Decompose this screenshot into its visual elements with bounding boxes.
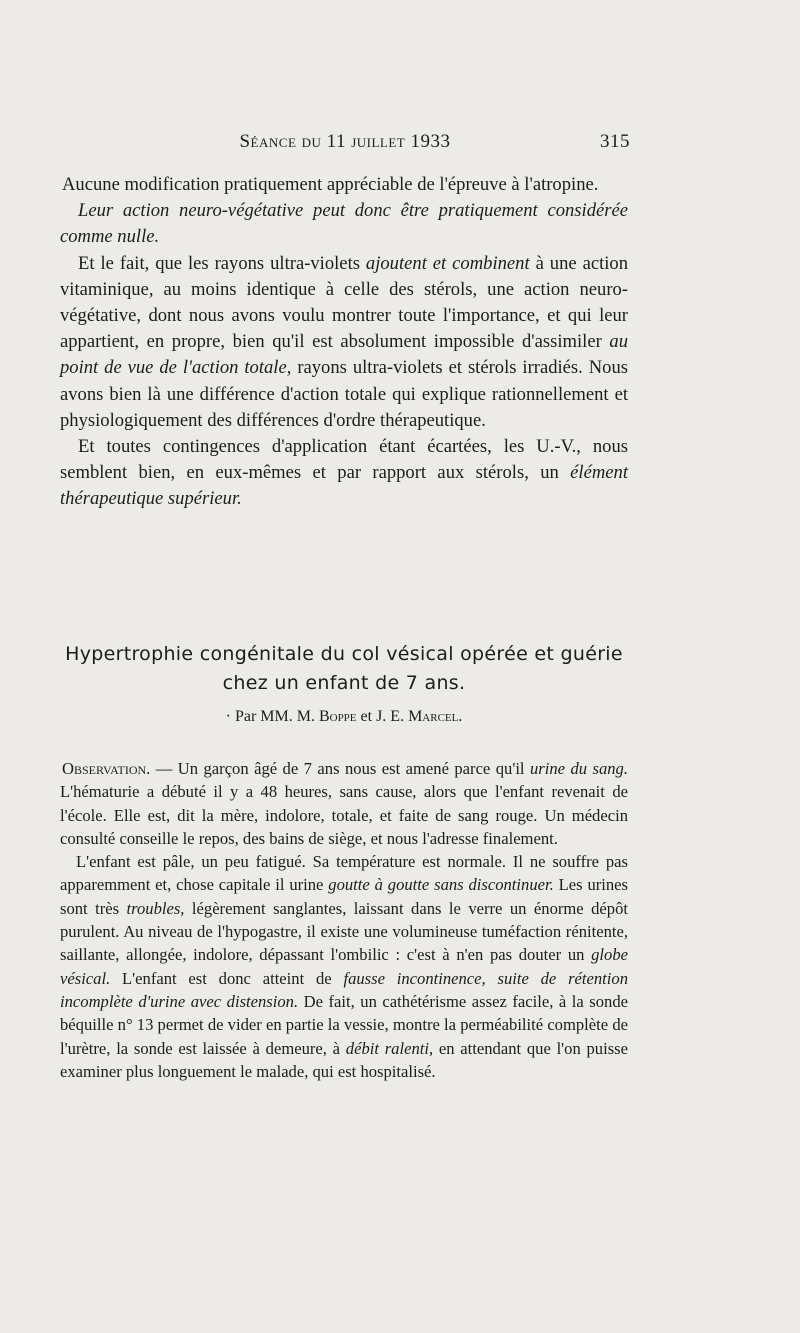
paragraph xyxy=(60,251,628,434)
text-span: Et le fait, que les rayons ultra-violets xyxy=(78,252,366,274)
italic-text: urine du sang. xyxy=(530,759,629,778)
italic-text: ajoutent et combinent xyxy=(365,252,530,274)
text-span: rayons ultra-violets et stérols irradiés. Nous avons bien là une différence d'action totale qui explique rationnellement et physiologiquement des différences d'ordre thérapeutique. xyxy=(60,357,629,431)
text-span: à une action vitaminique, au moins identique à celle des stérols, une action neuro-végétative, dont nous avons voulu montrer toute l'importance, et qui leur appartient, en propre, bien qu'il est absolument impossible d'assimiler xyxy=(60,252,628,353)
text-span: . xyxy=(458,708,463,725)
paragraph xyxy=(60,434,628,513)
author-name: Marcel xyxy=(408,708,459,725)
text-span: De fait, un cathétérisme assez facile, à la sonde béquille n° 13 permet de vider en partie la vessie, montre la perméabilité complète de l'urètre, la sonde est laissée à demeure, à xyxy=(60,991,628,1058)
section-label: Observation. xyxy=(62,759,151,778)
italic-text: goutte à goutte sans discontinuer. xyxy=(328,875,554,895)
italic-text: débit ralenti, xyxy=(345,1038,434,1058)
text-span: L'hématurie a débuté il y a 48 heures, sans cause, alors que l'enfant revenait de l'école. Elle est, dit la mère, indolore, totale, et faite de sang rouge. Un médecin consulté conseille le repos, des bains de siège, et nous l'adresse finalement. xyxy=(60,782,628,848)
italic-text: fausse incontinence, suite de rétention incomplète d'urine avec distension. xyxy=(60,968,629,1011)
header-title: Séance du 11 juillet 1933 xyxy=(239,131,451,152)
author-name: Boppe xyxy=(318,708,357,725)
paragraph xyxy=(60,198,628,250)
paragraph xyxy=(60,757,628,850)
text-span: L'enfant est donc atteint de xyxy=(110,968,344,988)
italic-text: globe vésical. xyxy=(60,945,628,988)
italic-text: troubles, xyxy=(126,898,185,918)
text-span: Les urines sont très xyxy=(60,875,628,918)
article-title xyxy=(60,640,628,698)
paragraph xyxy=(60,850,628,1083)
paragraph xyxy=(60,172,628,198)
article-title-line: chez un enfant de 7 ans. xyxy=(222,672,466,694)
page-number: 315 xyxy=(600,131,630,152)
running-header xyxy=(60,128,630,156)
text-span: — Un garçon âgé de 7 ans nous est amené parce qu'il xyxy=(150,759,530,778)
article-title-line: Hypertrophie congénitale du col vésical opérée et guérie xyxy=(65,643,623,665)
text-span: L'enfant est pâle, un peu fatigué. Sa température est normale. Il ne souffre pas apparemment et, chose capitale il urine xyxy=(60,852,628,895)
text-span: en attendant que l'on puisse examiner plus longuement le malade, qui est hospitalisé. xyxy=(60,1038,628,1081)
italic-text: Leur action neuro-végétative peut donc être pratiquement considérée comme nulle. xyxy=(60,200,628,248)
italic-text: élément thérapeutique supérieur. xyxy=(60,462,628,510)
text-span: Et toutes contingences d'application étant écartées, les U.-V., nous semblent bien, en eux-mêmes et par rapport aux stérols, un xyxy=(60,436,628,484)
text-span: et J. E. xyxy=(356,708,409,725)
text-span: · Par MM. M. xyxy=(225,708,319,725)
italic-text: au point de vue de l'action totale, xyxy=(60,331,628,379)
previous-article-text xyxy=(60,172,628,513)
article-authors xyxy=(60,706,628,728)
text-span: Aucune modification pratiquement appréciable de l'épreuve à l'atropine. xyxy=(62,174,599,195)
text-span: légèrement sanglantes, laissant dans le verre un énorme dépôt purulent. Au niveau de l'hypogastre, il existe une volumineuse tuméfaction rénitente, saillante, allongée, indolore, dépassant l'ombilic : c'est à n'en pas douter un xyxy=(60,898,628,965)
article-body xyxy=(60,757,628,1083)
